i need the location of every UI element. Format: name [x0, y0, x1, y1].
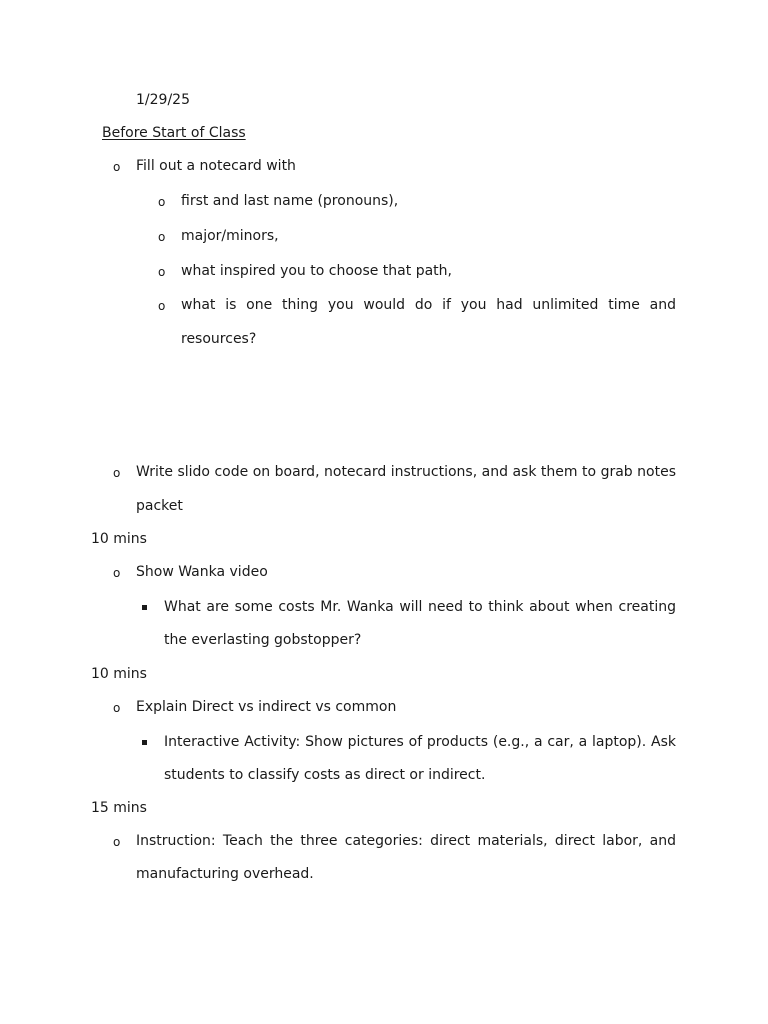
list-item-instruction-line2: manufacturing overhead. — [136, 866, 314, 882]
list-item-instruction-line1: Instruction: Teach the three categories: direct materials, direct labor, and — [136, 833, 676, 849]
bullet-circle: o — [158, 265, 166, 279]
date: 1/29/25 — [136, 92, 190, 108]
sub-item-inspired: what inspired you to choose that path, — [181, 263, 452, 279]
list-item-slido-line2: packet — [136, 498, 183, 514]
heading-before-class: Before Start of Class — [102, 125, 246, 141]
list-item-explain: Explain Direct vs indirect vs common — [136, 699, 397, 715]
list-item-wanka: Show Wanka video — [136, 564, 268, 580]
bullet-circle: o — [113, 566, 121, 580]
wanka-question-line2: the everlasting gobstopper? — [164, 632, 362, 648]
sub-item-unlimited-line1: what is one thing you would do if you had unlimited time and — [181, 297, 676, 313]
bullet-circle: o — [113, 160, 121, 174]
activity-line2: students to classify costs as direct or indirect. — [164, 767, 486, 783]
bullet-circle: o — [158, 195, 166, 209]
sub-item-unlimited-line2: resources? — [181, 331, 257, 347]
bullet-square — [142, 740, 147, 745]
activity-line1: Interactive Activity: Show pictures of products (e.g., a car, a laptop). Ask — [164, 734, 676, 750]
sub-item-name: first and last name (pronouns), — [181, 193, 399, 209]
time-label: 15 mins — [91, 800, 147, 816]
sub-item-major: major/minors, — [181, 228, 279, 244]
bullet-circle: o — [158, 230, 166, 244]
wanka-question-line1: What are some costs Mr. Wanka will need to think about when creating — [164, 599, 676, 615]
bullet-circle: o — [113, 835, 121, 849]
time-label: 10 mins — [91, 666, 147, 682]
bullet-square — [142, 605, 147, 610]
list-item-slido-line1: Write slido code on board, notecard instructions, and ask them to grab notes — [136, 464, 676, 480]
list-item-notecard: Fill out a notecard with — [136, 158, 296, 174]
bullet-circle: o — [158, 299, 166, 313]
time-label: 10 mins — [91, 531, 147, 547]
bullet-circle: o — [113, 466, 121, 480]
bullet-circle: o — [113, 701, 121, 715]
